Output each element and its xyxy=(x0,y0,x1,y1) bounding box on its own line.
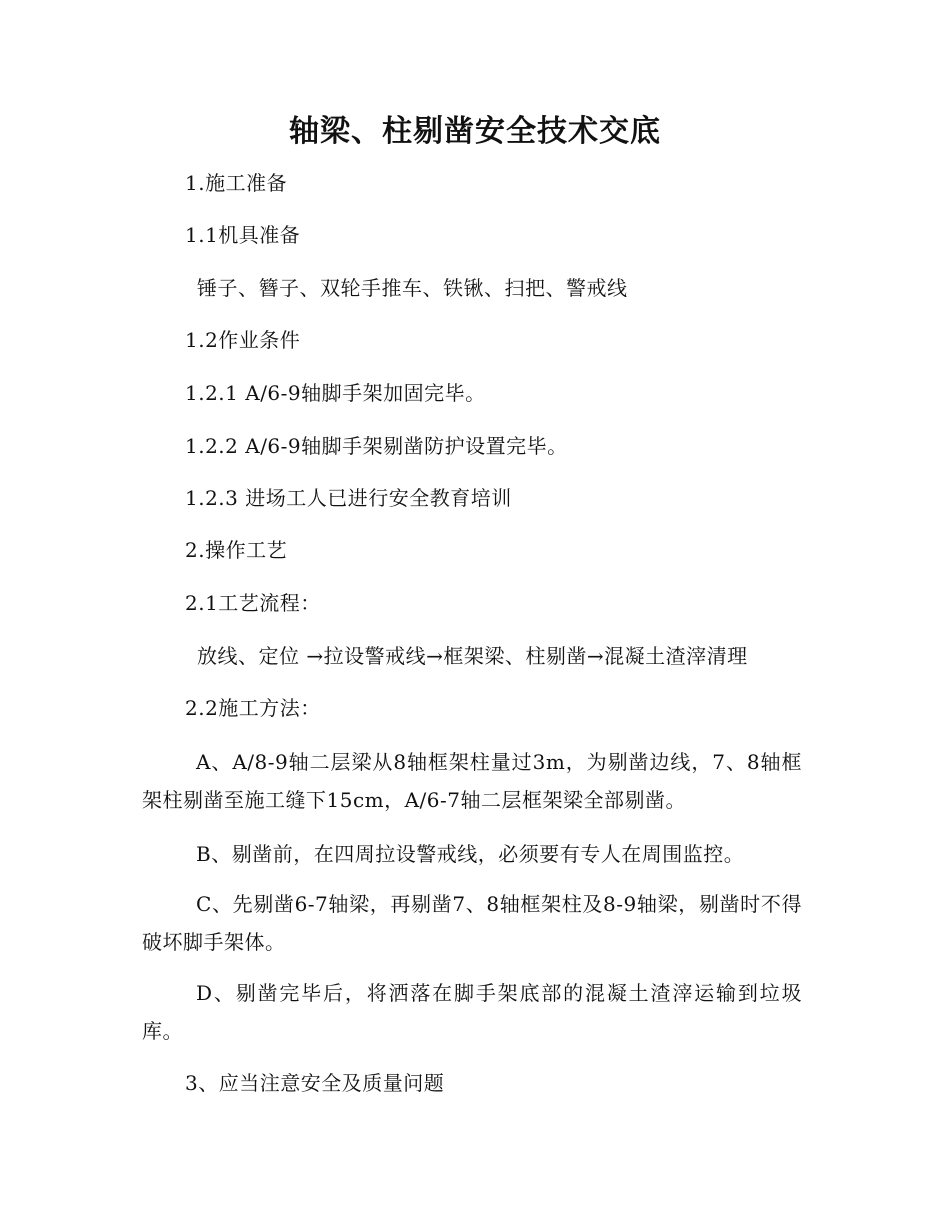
section-3-heading: 3、应当注意安全及质量问题 xyxy=(185,1071,445,1095)
section-2-2-heading: 2.2施工方法： xyxy=(185,696,321,720)
section-1-2-heading: 1.2作业条件 xyxy=(185,328,301,352)
section-2-1-heading: 2.1工艺流程： xyxy=(185,591,321,615)
method-b-paragraph: B、剔凿前，在四周拉设警戒线，必须要有专人在周围监控。 xyxy=(196,842,745,866)
condition-1-2-1: 1.2.1 A/6-9轴脚手架加固完毕。 xyxy=(185,381,486,405)
condition-1-2-2: 1.2.2 A/6-9轴脚手架剔凿防护设置完毕。 xyxy=(185,434,568,458)
method-a-paragraph: A、A/8-9轴二层梁从8轴框架柱量过3m，为剔凿边线，7、8轴框架柱剔凿至施工缝下15cm，A/6-7轴二层框架梁全部剔凿。 xyxy=(142,750,802,812)
method-c-paragraph: C、先剔凿6-7轴梁，再剔凿7、8轴框架柱及8-9轴梁，剔凿时不得破坏脚手架体。 xyxy=(142,892,802,954)
method-d-paragraph: D、剔凿完毕后，将洒落在脚手架底部的混凝土渣滓运输到垃圾库。 xyxy=(142,981,802,1043)
document-title: 轴梁、柱剔凿安全技术交底 xyxy=(289,114,661,149)
process-flow: 放线、定位 →拉设警戒线→框架梁、柱剔凿→混凝土渣滓清理 xyxy=(197,644,748,668)
condition-1-2-3: 1.2.3 进场工人已进行安全教育培训 xyxy=(185,486,512,510)
section-1-heading: 1.施工准备 xyxy=(185,171,288,195)
tools-list: 锤子、簪子、双轮手推车、铁锹、扫把、警戒线 xyxy=(197,276,628,300)
section-2-heading: 2.操作工艺 xyxy=(185,538,288,562)
section-1-1-heading: 1.1机具准备 xyxy=(185,223,301,247)
